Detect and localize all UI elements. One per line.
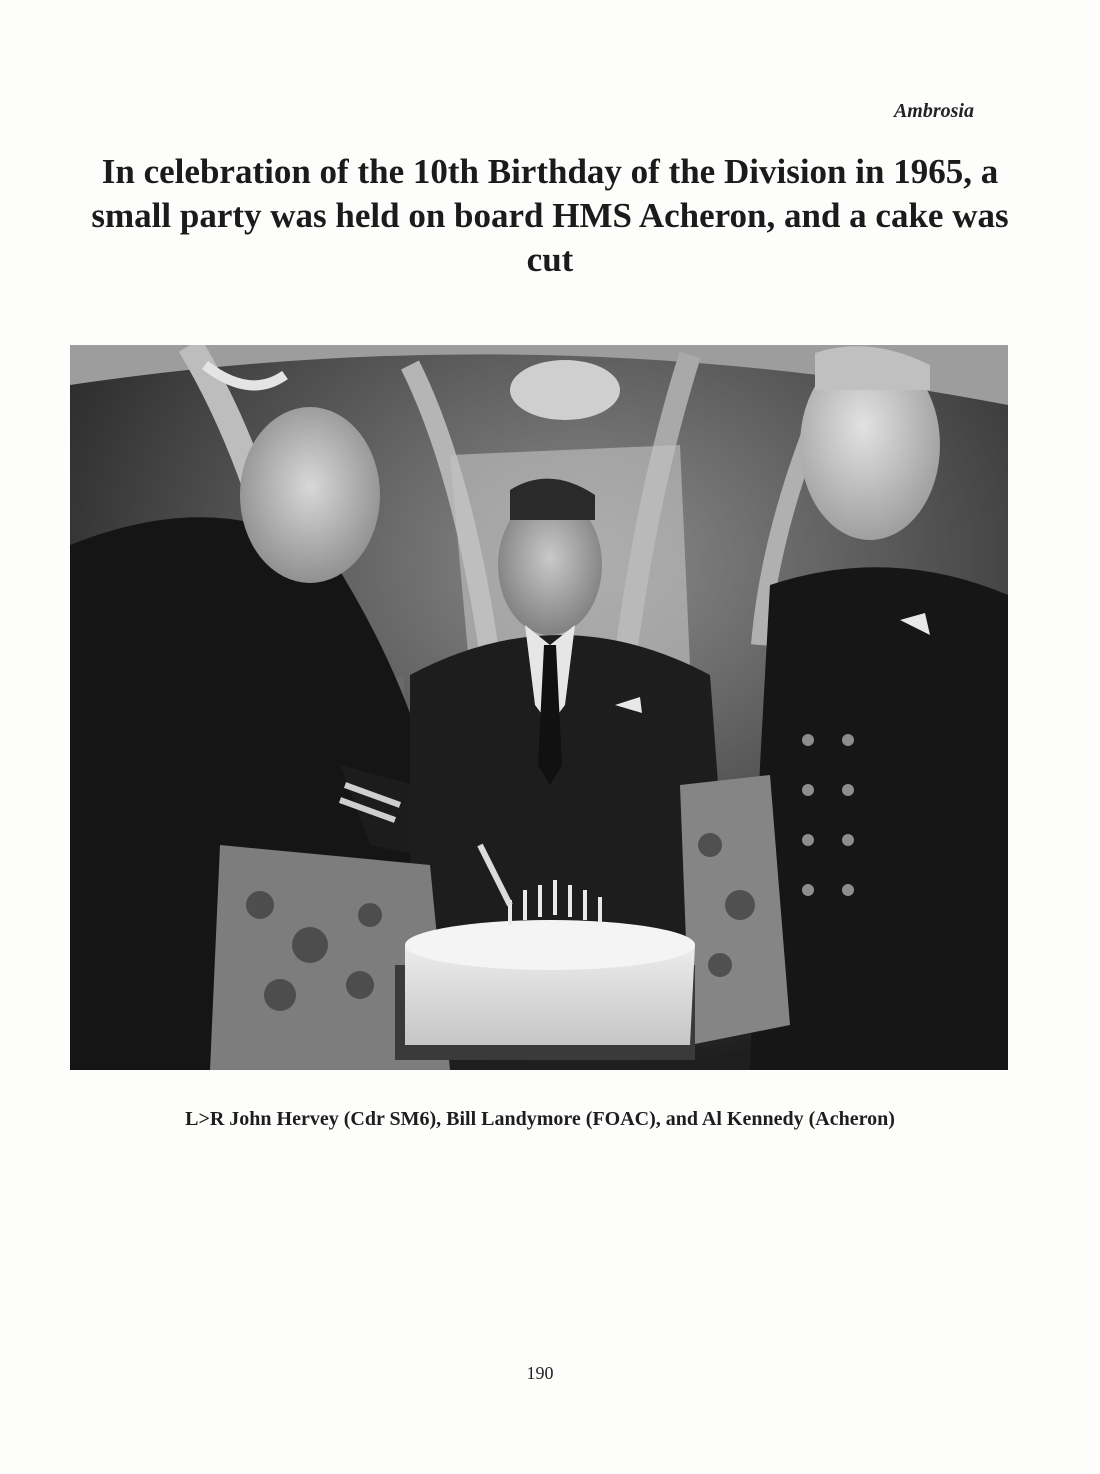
page-headline: In celebration of the 10th Birthday of the Division in 1965, a small party was held on board HMS Acheron, and a cake was cut (91, 152, 1009, 279)
running-title: Ambrosia (893, 100, 974, 122)
page-number: 190 (526, 1363, 554, 1383)
photo-caption: L>R John Hervey (Cdr SM6), Bill Landymore (FOAC), and Al Kennedy (Acheron) (185, 1108, 895, 1130)
ceiling-fixture (510, 360, 620, 420)
photograph-illustration (70, 345, 1008, 1070)
party-photograph (70, 345, 1008, 1070)
